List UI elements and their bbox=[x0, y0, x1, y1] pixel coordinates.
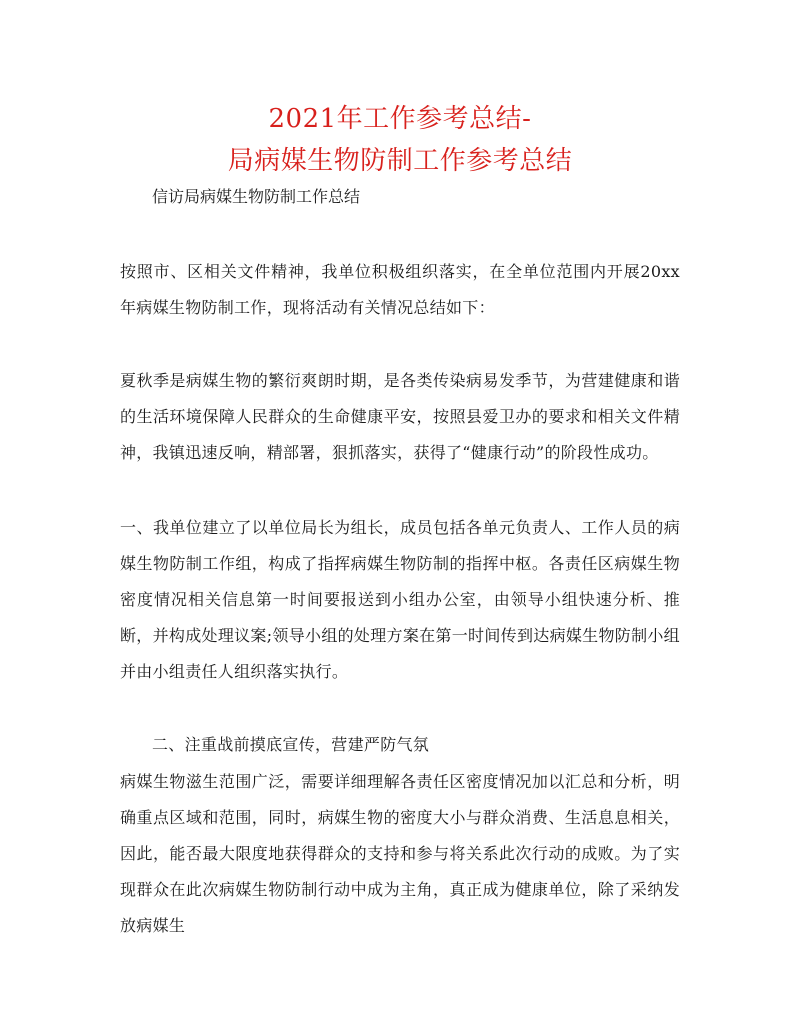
title-line-2: 局病媒生物防制工作参考总结 bbox=[227, 146, 573, 176]
section-heading-two: 二、注重战前摸底宣传，营建严防气氛 bbox=[152, 735, 430, 754]
paragraph-intro: 按照市、区相关文件精神，我单位积极组织落实，在全单位范围内开展20xx年病媒生物防制工作，现将活动有关情况总结如下： bbox=[120, 262, 680, 317]
document-title bbox=[0, 98, 800, 182]
paragraph-section-one: 一、我单位建立了以单位局长为组长，成员包括各单元负责人、工作人员的病媒生物防制工作组，构成了指挥病媒生物防制的指挥中枢。各责任区病媒生物密度情况相关信息第一时间要报送到小组办公室，由领导小组快速分析、推断，并构成处理议案;领导小组的处理方案在第一时间传到达病媒生物防制小组并由小组责任人组织落实执行。 bbox=[120, 518, 680, 681]
title-line-1: 2021年工作参考总结- bbox=[268, 104, 532, 134]
paragraph-background: 夏秋季是病媒生物的繁衍爽朗时期，是各类传染病易发季节，为营建健康和谐的生活环境保障人民群众的生命健康平安，按照县爱卫办的要求和相关文件精神，我镇迅速反响，精部署，狠抓落实，获得了“健康行动”的阶段性成功。 bbox=[120, 371, 680, 462]
paragraph-section-two: 病媒生物滋生范围广泛，需要详细理解各责任区密度情况加以汇总和分析，明确重点区域和范围，同时，病媒生物的密度大小与群众消费、生活息息相关，因此，能否最大限度地获得群众的支持和参与将关系此次行动的成败。为了实现群众在此次病媒生物防制行动中成为主角，真正成为健康单位，除了采纳发放病媒生 bbox=[120, 772, 680, 935]
document-subtitle: 信访局病媒生物防制工作总结 bbox=[152, 187, 361, 206]
